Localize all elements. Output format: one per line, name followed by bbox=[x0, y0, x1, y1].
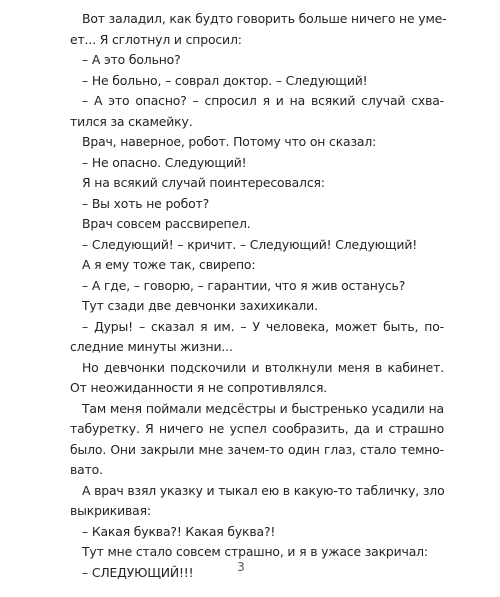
text-line: Вот заладил, как будто говорить больше ничего не уме- bbox=[82, 11, 447, 26]
text-line: – А где, – говорю, – гарантии, что я жив останусь? bbox=[82, 277, 406, 293]
text-line: Я на всякий случай поинтересовался: bbox=[82, 175, 325, 190]
text-line: выкрикивая: bbox=[70, 503, 151, 518]
page-number: 3 bbox=[237, 560, 245, 574]
text-line: Тут мне стало совсем страшно, и я в ужасе закричал: bbox=[82, 544, 428, 559]
text-line: – А это опасно? – спросил я и на всякий случай схва- bbox=[82, 93, 444, 108]
text-line: Врач, наверное, робот. Потому что он сказал: bbox=[82, 134, 377, 149]
text-line: было. Они закрыли мне зачем-то один глаз, стало темно- bbox=[70, 441, 444, 457]
text-line: От неожиданности я не сопротивлялся. bbox=[70, 380, 328, 395]
text-line: Там меня поймали медсёстры и быстренько усадили на bbox=[82, 400, 444, 416]
text-line: – Следующий! – кричит. – Следующий! Следующий! bbox=[82, 236, 418, 252]
text-line: табуретку. Я ничего не успел сообразить, да и страшно bbox=[70, 421, 444, 436]
text-line: тился за скамейку. bbox=[70, 113, 193, 129]
body-text bbox=[70, 9, 447, 583]
text-line: А врач взял указку и тыкал ею в какую-то табличку, зло bbox=[82, 482, 445, 498]
text-line: А я ему тоже так, свирепо: bbox=[82, 257, 256, 272]
text-line: – А это больно? bbox=[82, 52, 181, 67]
text-line: вато. bbox=[70, 462, 103, 477]
text-line: следние минуты жизни... bbox=[70, 339, 233, 354]
text-line: Врач совсем рассвирепел. bbox=[82, 216, 251, 231]
text-line: – СЛЕДУЮЩИЙ!!! bbox=[82, 564, 194, 580]
text-line: – Вы хоть не робот? bbox=[82, 195, 210, 211]
text-line: Тут сзади две девчонки захихикали. bbox=[82, 298, 318, 313]
text-line: Но девчонки подскочили и втолкнули меня в кабинет. bbox=[82, 359, 444, 375]
text-line: – Не больно, – соврал доктор. – Следующий! bbox=[82, 72, 368, 88]
text-line: – Не опасно. Следующий! bbox=[82, 154, 247, 170]
text-line: – Какая буква?! Какая буква?! bbox=[82, 523, 276, 539]
text-line: ет... Я сглотнул и спросил: bbox=[70, 31, 242, 47]
text-line: – Дуры! – сказал я им. – У человека, может быть, по- bbox=[82, 318, 444, 334]
